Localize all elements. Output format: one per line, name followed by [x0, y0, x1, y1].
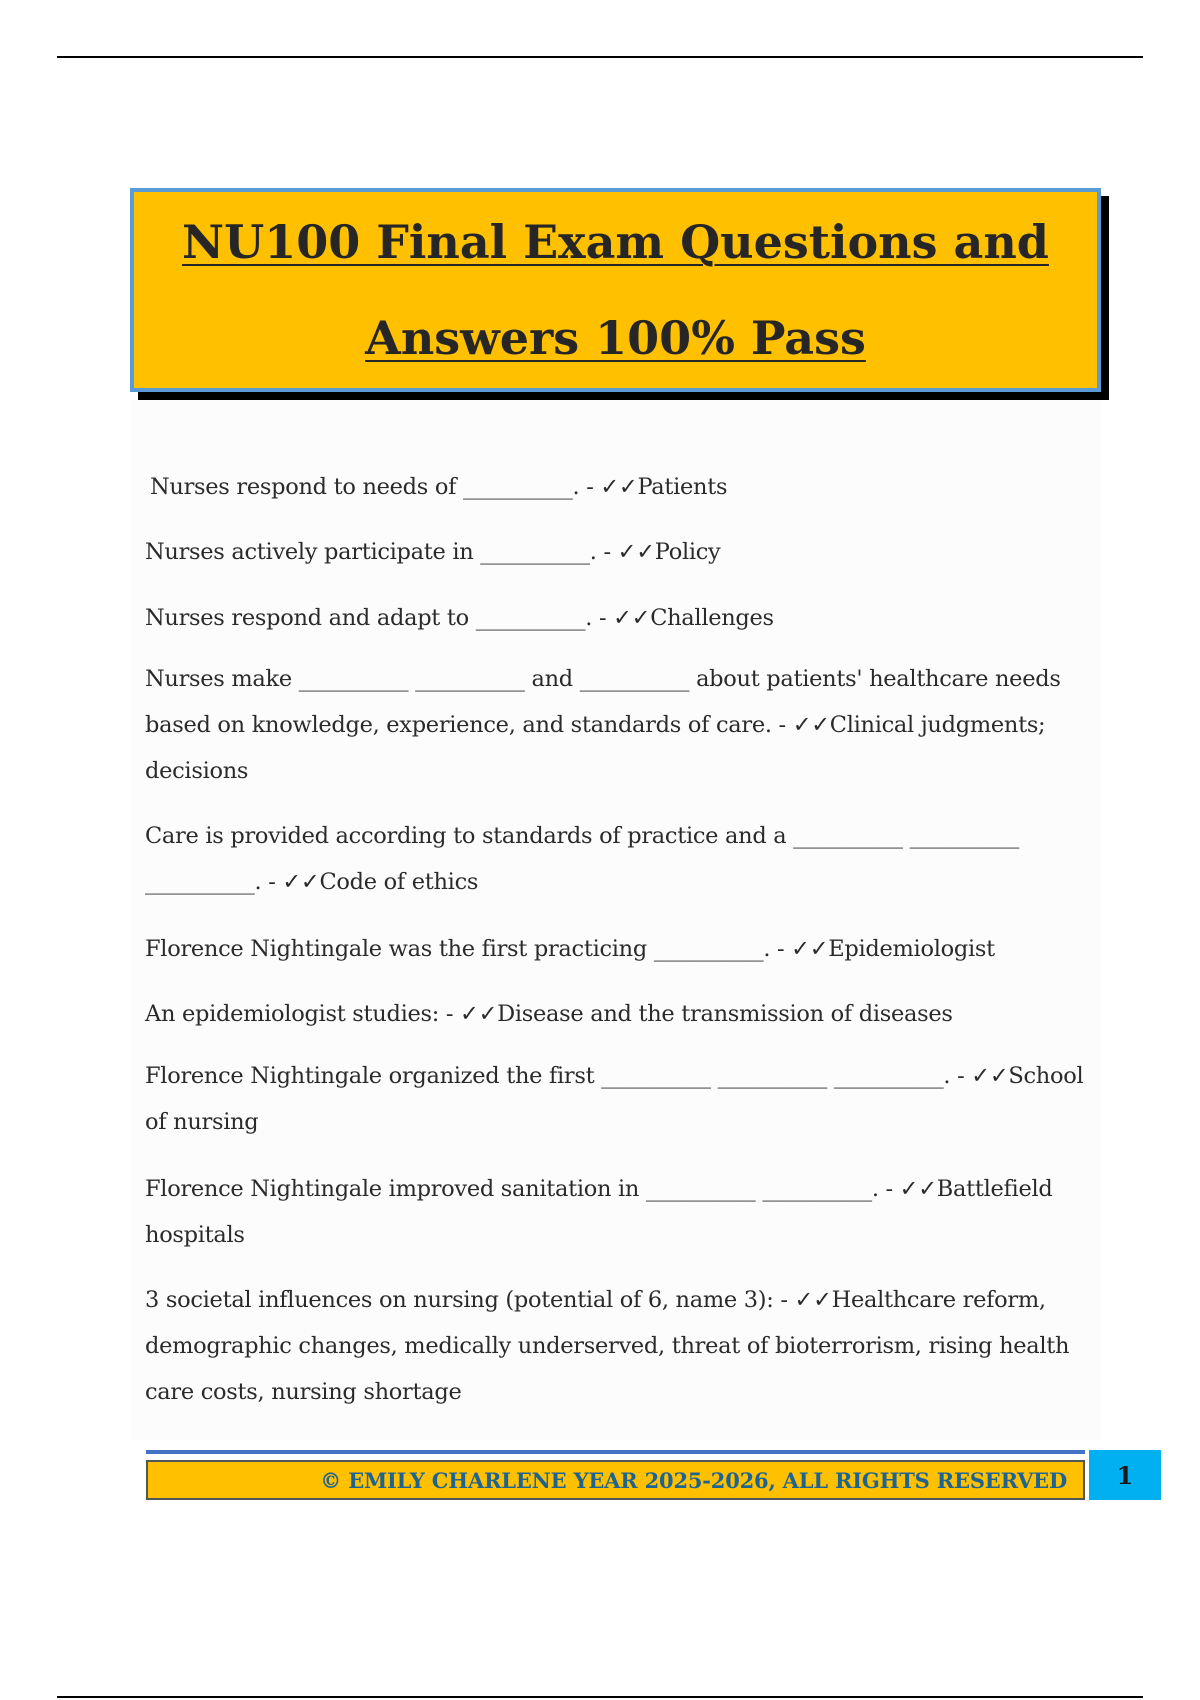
footer-banner	[146, 1460, 1085, 1500]
qa-item-1: Nurses respond to needs of __________. - ✓✓Patients	[150, 474, 728, 500]
title-banner	[130, 188, 1101, 392]
footer-rule	[146, 1450, 1085, 1454]
qa-item-3: Nurses respond and adapt to __________. - ✓✓Challenges	[145, 605, 774, 631]
qa-item-8: Florence Nightingale organized the first __________ __________ __________. - ✓✓School of nursing	[145, 1063, 1084, 1135]
qa-item-10: 3 societal influences on nursing (potential of 6, name 3): - ✓✓Healthcare reform, demographic changes, medically underserved, threat of bioterrorism, rising health care costs, nursing shortage	[145, 1287, 1070, 1405]
qa-item-2: Nurses actively participate in __________. - ✓✓Policy	[145, 539, 721, 565]
header-rule	[57, 56, 1143, 58]
page-number-badge: 1	[1089, 1450, 1161, 1500]
qa-item-7: An epidemiologist studies: - ✓✓Disease and the transmission of diseases	[145, 1001, 953, 1027]
title-line-1: NU100 Final Exam Questions and	[182, 215, 1049, 269]
qa-item-5: Care is provided according to standards of practice and a __________ __________ __________. - ✓✓Code of ethics	[145, 823, 1020, 895]
qa-item-9: Florence Nightingale improved sanitation in __________ __________. - ✓✓Battlefield hospitals	[145, 1176, 1053, 1248]
copyright-text: © EMILY CHARLENE YEAR 2025-2026, ALL RIGHTS RESERVED	[320, 1467, 1067, 1493]
title-line-2: Answers 100% Pass	[365, 311, 866, 365]
qa-item-4: Nurses make __________ __________ and __________ about patients' healthcare needs based on knowledge, experience, and standards of care. - ✓✓Clinical judgments; decisions	[145, 666, 1061, 784]
qa-item-6: Florence Nightingale was the first practicing __________. - ✓✓Epidemiologist	[145, 936, 995, 962]
bottom-rule	[57, 1696, 1143, 1698]
